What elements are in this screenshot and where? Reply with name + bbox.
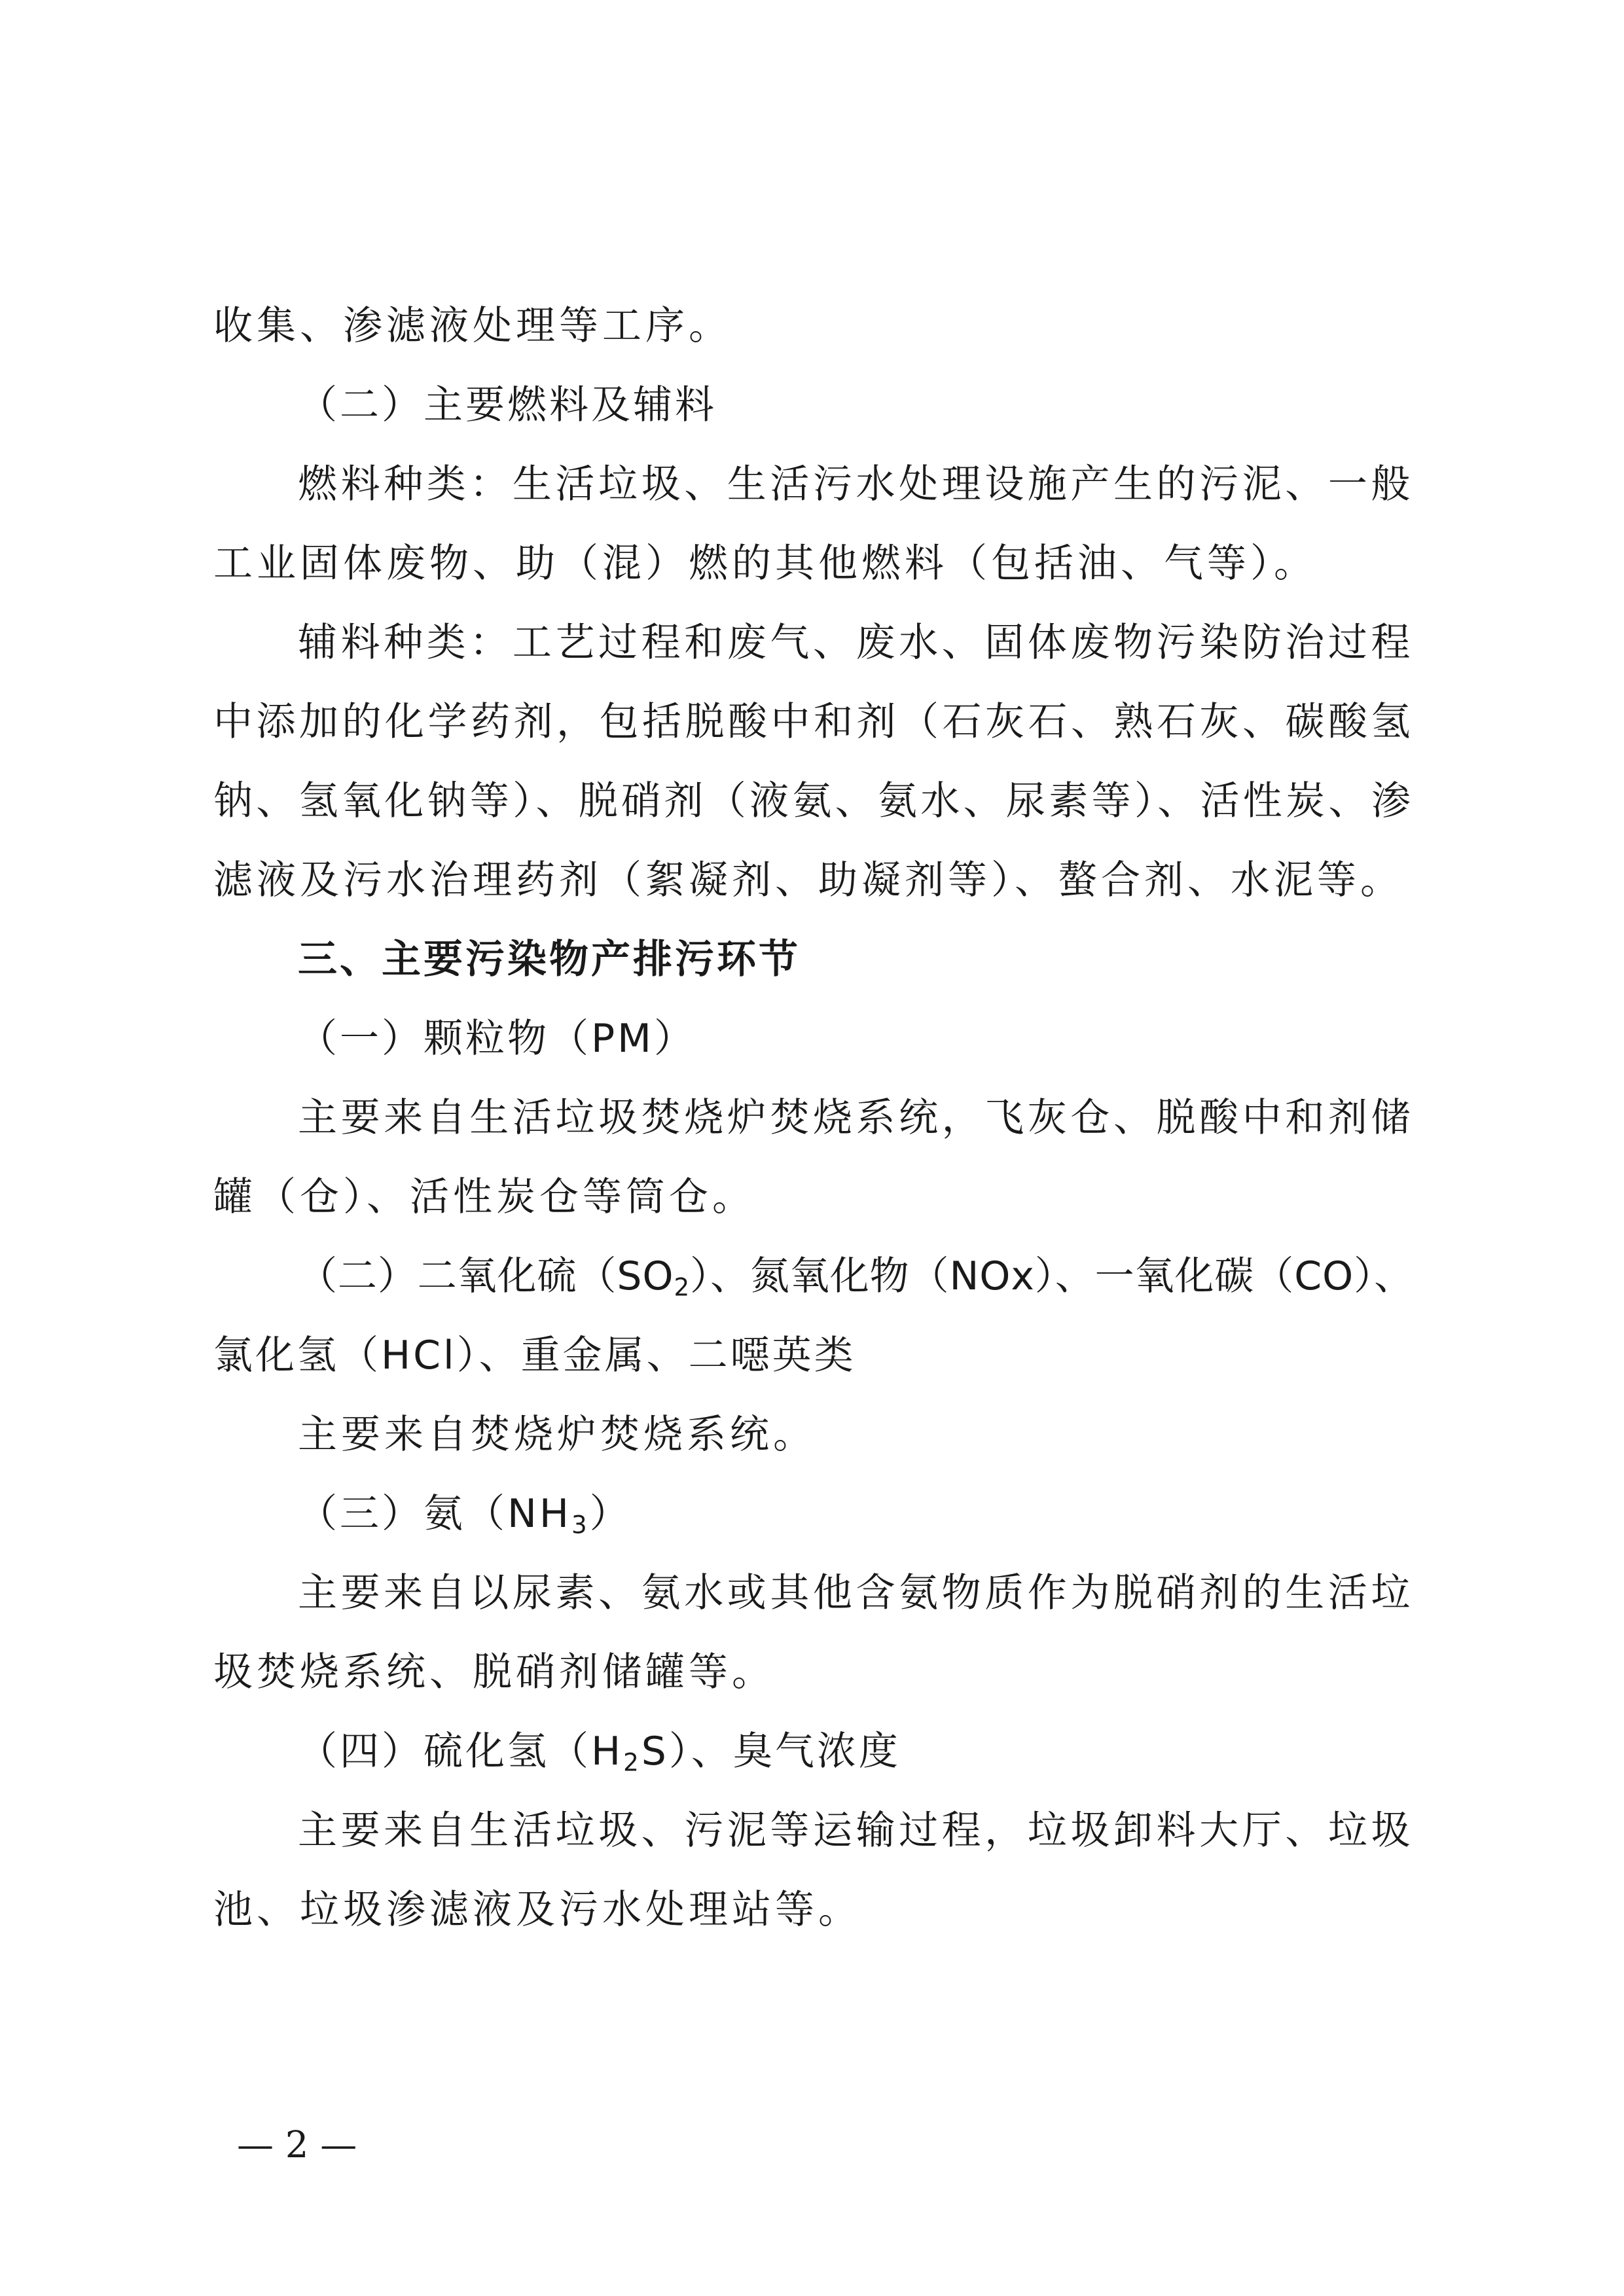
line-text: 氯化氢（HCl）、重金属、二噁英类	[213, 1333, 856, 1378]
paragraph-line	[0, 1079, 1624, 1157]
paragraph-line	[0, 841, 1624, 920]
paragraph-line	[0, 1554, 1624, 1632]
line-text: 主要来自以尿素、氨水或其他含氨物质作为脱硝剂的生活垃	[298, 1570, 1414, 1616]
line-text: 工业固体废物、助（混）燃的其他燃料（包括油、气等）。	[213, 541, 1317, 586]
subsection-heading	[0, 1237, 1624, 1316]
line-text: 主要来自生活垃圾焚烧炉焚烧系统，飞灰仓、脱酸中和剂储	[298, 1095, 1414, 1141]
paragraph-line	[0, 524, 1624, 603]
paragraph-line	[0, 603, 1624, 682]
subsection-heading	[0, 1475, 1624, 1553]
subsection-heading	[0, 999, 1624, 1078]
subscript-text: 2	[674, 1272, 691, 1302]
line-text: （一）颗粒物（PM）	[298, 1016, 696, 1062]
line-text: ）	[589, 1491, 632, 1537]
line-text: 燃料种类：生活垃圾、生活污水处理设施产生的污泥、一般	[298, 461, 1414, 507]
paragraph-line	[0, 1633, 1624, 1712]
subsection-heading	[0, 1316, 1624, 1395]
line-text: 滤液及污水治理药剂（絮凝剂、助凝剂等）、螯合剂、水泥等。	[213, 857, 1403, 903]
subsection-heading	[0, 366, 1624, 444]
subscript-text: 3	[571, 1510, 590, 1539]
paragraph-line	[0, 445, 1624, 524]
subscript-text: 2	[623, 1748, 641, 1777]
line-text: 主要来自生活垃圾、污泥等运输过程，垃圾卸料大厅、垃圾	[298, 1808, 1414, 1854]
line-text: 钠、氢氧化钠等）、脱硝剂（液氨、氨水、尿素等）、活性炭、渗	[213, 778, 1414, 824]
line-text: 三、主要污染物产排污环节	[298, 937, 801, 982]
paragraph-line	[0, 1158, 1624, 1236]
paragraph-line	[0, 1791, 1624, 1870]
line-text: （二）主要燃料及辅料	[298, 382, 717, 428]
paragraph-line	[0, 1871, 1624, 1949]
line-text: 罐（仓）、活性炭仓等筒仓。	[213, 1174, 755, 1220]
paragraph-line	[0, 683, 1624, 761]
paragraph-line	[0, 762, 1624, 840]
line-text: 圾焚烧系统、脱硝剂储罐等。	[213, 1649, 775, 1695]
line-text: 池、垃圾渗滤液及污水处理站等。	[213, 1887, 861, 1933]
page-number: — 2 —	[237, 2124, 357, 2166]
line-text: 主要来自焚烧炉焚烧系统。	[298, 1412, 816, 1458]
subsection-heading	[0, 1712, 1624, 1791]
line-text: 中添加的化学药剂，包括脱酸中和剂（石灰石、熟石灰、碳酸氢	[213, 699, 1414, 745]
line-text: 辅料种类：工艺过程和废气、废水、固体废物污染防治过程	[298, 620, 1414, 666]
line-text: ）、氮氧化物（NOx）、一氧化碳（CO）、	[690, 1253, 1414, 1299]
paragraph-line	[0, 1395, 1624, 1474]
line-text: （三）氨（NH	[298, 1491, 571, 1537]
section-heading	[0, 920, 1624, 999]
line-text: S）、臭气浓度	[641, 1729, 901, 1774]
line-text: （四）硫化氢（H	[298, 1729, 624, 1774]
paragraph-line	[0, 287, 1624, 365]
line-text: （二）二氧化硫（SO	[298, 1253, 674, 1299]
line-text: 收集、渗滤液处理等工序。	[213, 303, 732, 349]
